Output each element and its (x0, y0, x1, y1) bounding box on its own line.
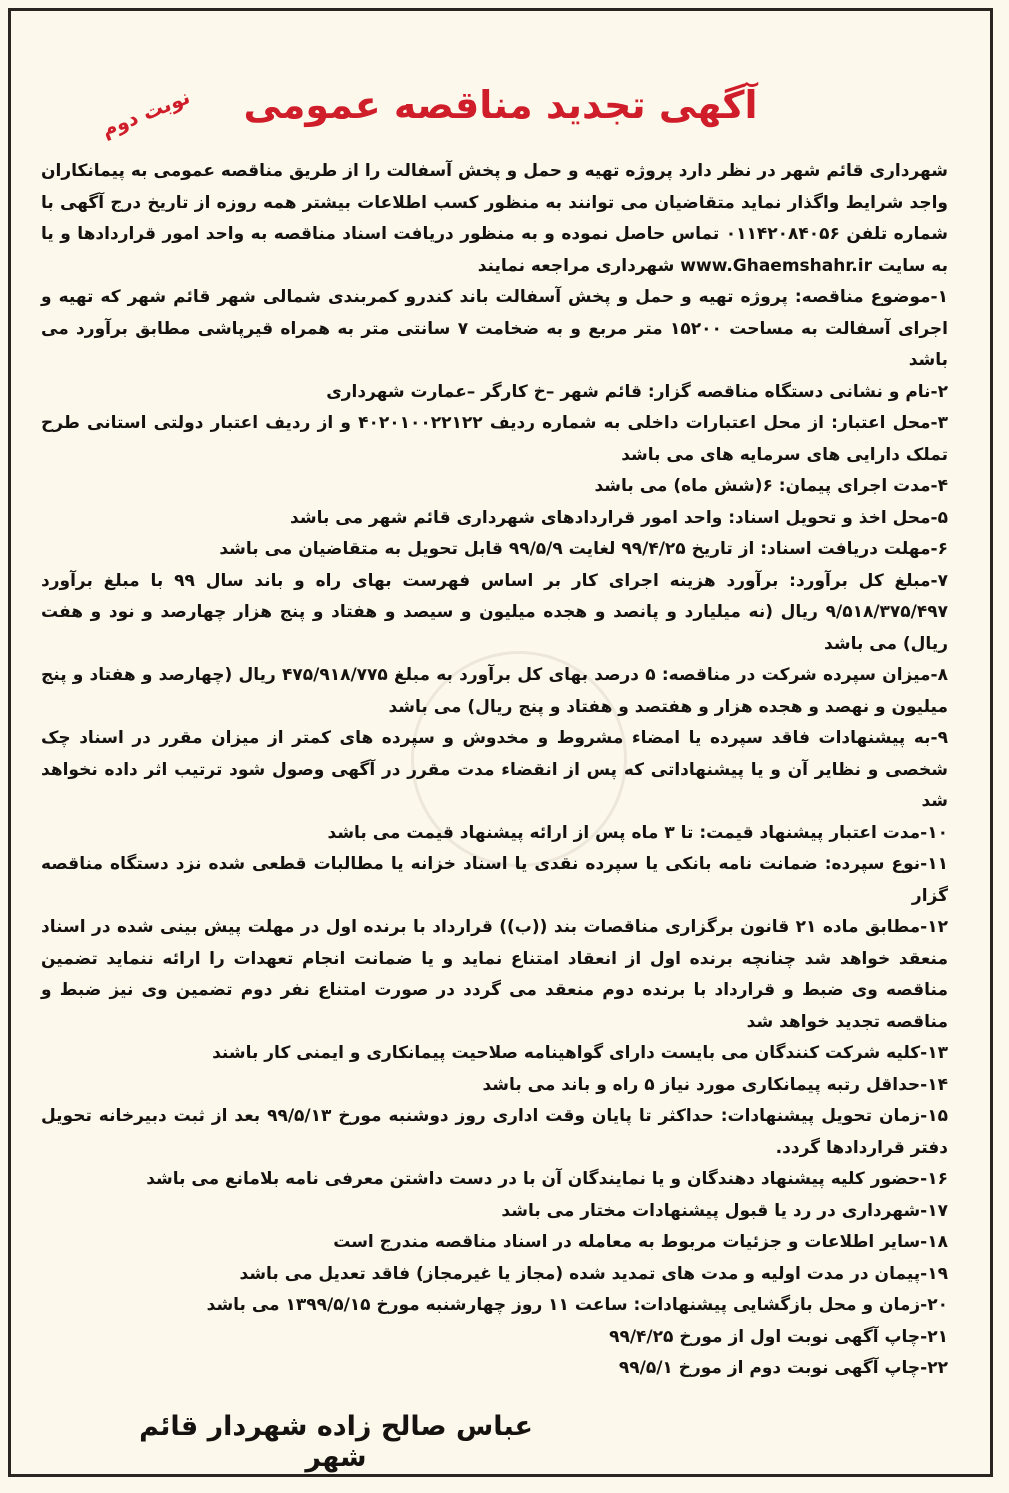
list-item: ۴-مدت اجرای پیمان: ۶(شش ماه) می باشد (594, 476, 948, 496)
round-label: نوبت دوم (97, 84, 194, 142)
list-item: ۱۱-نوع سپرده: ضمانت نامه بانکی یا سپرده نقدی یا اسناد خزانه یا مطالبات قطعی شده نزد دستگاه مناقصه گزار (41, 854, 948, 906)
list-item: ۵-محل اخذ و تحویل اسناد: واحد امور قراردادهای شهرداری قائم شهر می باشد (290, 507, 948, 528)
intro-paragraph: شهرداری قائم شهر در نظر دارد پروژه تهیه و حمل و پخش آسفالت را از طریق مناقصه عمومی به پیمانکاران واجد شرایط واگذار نماید متقاضیان می توانند به منظور کسب اطلاعات بیشتر همه روزه از تاریخ درج آگهی با شماره تلفن ۰۱۱۴۲۰۸۴۰۵۶ تماس حاصل نموده و به منظور دریافت اسناد مناقصه به واحد امور قراردادها و یا به سایت www.Ghaemshahr.ir شهرداری مراجعه نمایند (41, 161, 949, 276)
list-item: ۲۰-زمان و محل بازگشایی پیشنهادات: ساعت ۱۱ روز چهارشنبه مورخ ۱۳۹۹/۵/۱۵ می باشد (206, 1295, 948, 1315)
list-item: ۱۲-مطابق ماده ۲۱ قانون برگزاری مناقصات بند ((ب)) قرارداد با برنده اول در مهلت پیش بینی شده در اسناد منعقد خواهد شد چنانچه برنده اول از انعقاد امتناع نماید و یا ضمانت انجام تعهدات را ارائه ننماید تضمین مناقصه وی ضبط و قرارداد با برنده دوم منعقد می گردد در صورت امتناع نفر دوم تضمین وی نیز ضبط و مناقصه تجدید خواهد شد (41, 917, 948, 1032)
list-item: ۱۴-حداقل رتبه پیمانکاری مورد نیاز ۵ راه و باند می باشد (482, 1074, 948, 1095)
list-item: ۹-به پیشنهادات فاقد سپرده یا امضاء مشروط و مخدوش و سپرده های کمتر از میزان مقرر در اسناد چک شخصی و نظایر آن و یا پیشنهاداتی که پس از انقضاء مدت مقرر در آگهی وصول شود ترتیب اثر داده نخواهد شد (41, 728, 948, 811)
list-item: ۱۵-زمان تحویل پیشنهادات: حداکثر تا پایان وقت اداری روز دوشنبه مورخ ۹۹/۵/۱۳ بعد از ثبت دبیرخانه تحویل دفتر قراردادها گردد. (41, 1106, 948, 1158)
list-item: ۸-میزان سپرده شرکت در مناقصه: ۵ درصد بهای کل برآورد به مبلغ ۴۷۵/۹۱۸/۷۷۵ ریال (چهارصد و هفتاد و پنج میلیون و نهصد و هجده هزار و هفتصد و هفتاد و پنج ریال) می باشد (41, 665, 949, 717)
list-item: ۱۶-حضور کلیه پیشنهاد دهندگان و یا نمایندگان آن با در دست داشتن معرفی نامه بلامانع می باشد (146, 1169, 948, 1189)
list-item: ۲-نام و نشانی دستگاه مناقصه گزار: قائم شهر –خ کارگر –عمارت شهرداری (326, 381, 948, 402)
notice-body (41, 156, 948, 1385)
list-item: ۱۳-کلیه شرکت کنندگان می بایست دارای گواهینامه صلاحیت پیمانکاری و ایمنی کار باشند (212, 1043, 948, 1063)
list-item: ۷-مبلغ کل برآورد: برآورد هزینه اجرای کار بر اساس فهرست بهای راه و باند سال ۹۹ با مبلغ برآورد ۹/۵۱۸/۳۷۵/۴۹۷ ریال (نه میلیارد و پانصد و هجده میلیون و سیصد و هفتاد و پنج هزار چهارصد و نود و هفت ریال) می باشد (41, 570, 948, 654)
list-item: ۳-محل اعتبار: از محل اعتبارات داخلی به شماره ردیف ۴۰۲۰۱۰۰۲۲۱۲۲ و از ردیف اعتبار دولتی استانی طرح تملک دارایی های سرمایه های می باشد (41, 413, 949, 465)
list-item: ۱۷-شهرداری در رد یا قبول پیشنهادات مختار می باشد (501, 1200, 948, 1221)
header (11, 73, 990, 142)
list-item: ۲۲-چاپ آگهی نوبت دوم از مورخ ۹۹/۵/۱ (618, 1358, 948, 1378)
list-item: ۶-مهلت دریافت اسناد: از تاریخ ۹۹/۴/۲۵ لغایت ۹۹/۵/۹ قابل تحویل به متقاضیان می باشد (219, 539, 948, 559)
list-item: ۱۸-سایر اطلاعات و جزئیات مربوط به معامله در اسناد مناقصه مندرج است (333, 1232, 948, 1252)
signature: عباس صالح زاده شهردار قائم شهر (139, 1411, 533, 1473)
notice-frame (8, 8, 993, 1477)
list-item: ۱۹-پیمان در مدت اولیه و مدت های تمدید شده (مجاز یا غیرمجاز) فاقد تعدیل می باشد (239, 1263, 948, 1284)
list-item: ۱۰-مدت اعتبار پیشنهاد قیمت: تا ۳ ماه پس از ارائه پیشنهاد قیمت می باشد (327, 822, 948, 843)
list-item: ۲۱-چاپ آگهی نوبت اول از مورخ ۹۹/۴/۲۵ (609, 1326, 948, 1347)
list-item: ۱-موضوع مناقصه: پروژه تهیه و حمل و پخش آسفالت باند کندرو کمربندی شمالی شهر قائم شهر که تهیه و اجرای آسفالت به مساحت ۱۵۲۰۰ متر مربع و به ضخامت ۷ سانتی متر به همراه قیرپاشی مطابق برآورد می باشد (41, 287, 949, 370)
notice-title: آگهی تجدید مناقصه عمومی (243, 83, 758, 127)
